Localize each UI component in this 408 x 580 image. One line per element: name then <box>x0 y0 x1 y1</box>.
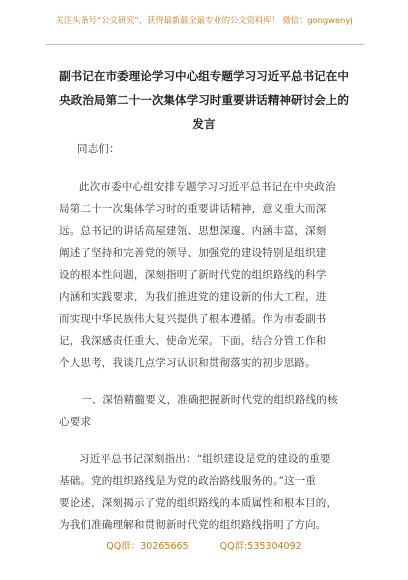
qq-group-1: QQ群：30265665 <box>106 541 189 552</box>
header-banner: 关注头条号“公文研究”，获得最新最全最专业的公文资料库！ 微信：gongwenyj <box>55 15 353 25</box>
salutation: 同志们： <box>77 143 120 155</box>
paragraph-line: 基础。党的组织路线是为党的政治路线服务的。”这一重 <box>59 475 317 487</box>
paragraph-line: 设的根本性问题，深刻指明了新时代党的组织路线的科学 <box>59 269 327 281</box>
paragraph-line: 个人思考，我谈几点学习认识和贯彻落实的初步思路。 <box>59 357 316 369</box>
title-line: 发言 <box>192 117 216 131</box>
paragraph-line: 远。总书记的讲话高屋建瓴、思想深邃、内涵丰富，深刻 <box>59 225 327 237</box>
paragraph-line: 习近平总书记深刻指出：“组织建设是党的建设的重要 <box>79 453 331 465</box>
footer <box>0 538 408 552</box>
paragraph-line: 此次市委中心组安排专题学习习近平总书记在中央政治 <box>79 181 336 193</box>
title-line: 央政治局第二十一次集体学习时重要讲话精神研讨会上的 <box>59 93 349 107</box>
paragraph-line: 局第二十一次集体学习时的重要讲话精神，意义重大而深 <box>59 203 327 215</box>
paragraph-line: 为我们准确理解和贯彻新时代党的组织路线指明了方向。 <box>59 519 327 531</box>
paragraph-line: 记，我深感责任重大、使命光荣。下面，结合分管工作和 <box>59 335 327 347</box>
paragraph-line: 内涵和实践要求，为我们推进党的建设新的伟大工程，进 <box>59 291 327 303</box>
paragraph-line: 而实现中华民族伟大复兴提供了根本遵循。作为市委副书 <box>59 313 327 325</box>
qq-group-2: QQ群:535304092 <box>219 541 302 552</box>
document-title <box>44 64 364 136</box>
title-line: 副书记在市委理论学习中心组专题学习习近平总书记在中 <box>59 69 349 83</box>
paragraph-line: 要论述，深刻揭示了党的组织路线的本质属性和根本目的， <box>59 497 338 509</box>
header-divider <box>46 44 364 45</box>
section-heading-line: 心要求 <box>59 416 92 428</box>
section-heading-line: 一、深悟精髓要义，准确把握新时代党的组织路线的核 <box>81 394 338 406</box>
paragraph-line: 阐述了坚持和完善党的领导、加强党的建设特别是组织建 <box>59 247 327 259</box>
